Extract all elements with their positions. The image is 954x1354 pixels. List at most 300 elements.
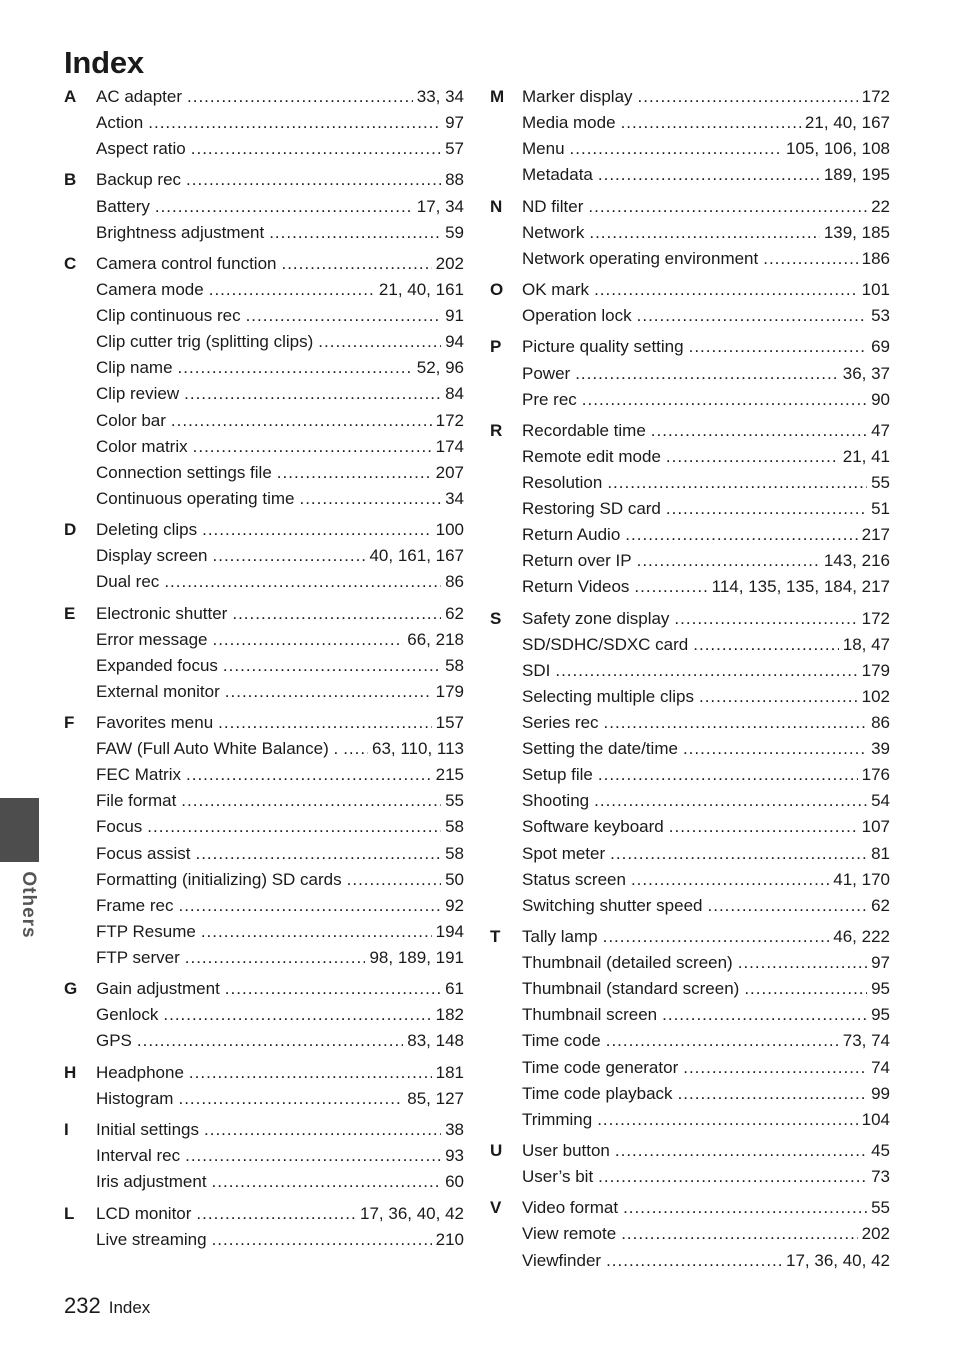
- dot-leader: [218, 710, 431, 736]
- index-letter: C: [64, 253, 77, 273]
- dot-leader: [163, 1002, 431, 1028]
- index-page-ref: 176: [861, 765, 890, 785]
- dot-leader: [598, 162, 820, 188]
- dot-leader: [610, 841, 867, 867]
- index-term: Brightness adjustment: [96, 222, 265, 242]
- index-entry: [96, 569, 464, 595]
- index-term: Color bar: [96, 410, 166, 430]
- index-page-ref: 101: [861, 280, 890, 300]
- index-page-ref: 139, 185: [823, 222, 890, 242]
- index-term: User’s bit: [522, 1167, 594, 1187]
- index-page-ref: 83, 148: [407, 1031, 464, 1051]
- index-term: Aspect ratio: [96, 139, 186, 159]
- index-group: [490, 606, 890, 919]
- index-letter: U: [490, 1140, 503, 1160]
- index-page-ref: 41, 170: [833, 869, 890, 889]
- index-entry: [522, 84, 890, 110]
- index-letter: N: [490, 196, 503, 216]
- dot-leader: [699, 684, 858, 710]
- index-page-ref: 58: [445, 817, 464, 837]
- index-letter: E: [64, 603, 76, 623]
- index-entry: [96, 788, 464, 814]
- index-entry: [522, 814, 890, 840]
- page-footer: [64, 1293, 150, 1319]
- index-entry: [96, 434, 464, 460]
- index-entry: [96, 303, 464, 329]
- index-term: Operation lock: [522, 306, 632, 326]
- dot-leader: [588, 194, 867, 220]
- index-term: Favorites menu: [96, 713, 214, 733]
- index-term: Frame rec: [96, 895, 174, 915]
- index-entry: [522, 976, 890, 1002]
- dot-leader: [186, 167, 441, 193]
- dot-leader: [604, 710, 868, 736]
- index-group: [64, 601, 464, 705]
- dot-leader: [582, 387, 867, 413]
- dot-leader: [195, 841, 441, 867]
- index-entry: [522, 496, 890, 522]
- index-page-ref: 33, 34: [416, 87, 464, 106]
- index-entry: [522, 277, 890, 303]
- index-term: Dual rec: [96, 572, 160, 592]
- index-term: Video format: [522, 1198, 619, 1218]
- dot-leader: [683, 1055, 867, 1081]
- dot-leader: [201, 919, 432, 945]
- dot-leader: [744, 976, 867, 1002]
- index-term: Series rec: [522, 713, 599, 733]
- index-page-ref: 202: [861, 1224, 890, 1244]
- index-page-ref: 105, 106, 108: [786, 139, 890, 159]
- index-entry: [96, 329, 464, 355]
- index-page-ref: 189, 195: [823, 165, 890, 185]
- index-page-ref: 186: [861, 248, 890, 268]
- index-term: Display screen: [96, 546, 208, 566]
- index-term: Shooting: [522, 791, 590, 811]
- index-group: [490, 84, 890, 188]
- index-page-ref: 22: [871, 196, 890, 216]
- index-page-ref: 95: [871, 979, 890, 999]
- index-page-ref: 98, 189, 191: [369, 947, 464, 967]
- index-letter: O: [490, 280, 504, 300]
- index-page-ref: 179: [861, 660, 890, 680]
- index-page-ref: 61: [445, 979, 464, 999]
- index-term: Clip continuous rec: [96, 306, 241, 326]
- index-page-ref: 99: [871, 1083, 890, 1103]
- index-entry: [96, 355, 464, 381]
- index-page-ref: 210: [435, 1229, 464, 1249]
- index-entry: [522, 470, 890, 496]
- index-page-ref: 81: [871, 843, 890, 863]
- dot-leader: [666, 496, 867, 522]
- index-term: Connection settings file: [96, 462, 272, 482]
- index-entry: [96, 762, 464, 788]
- dot-leader: [202, 517, 432, 543]
- index-term: Genlock: [96, 1005, 159, 1025]
- index-page-ref: 18, 47: [842, 634, 890, 654]
- index-term: Clip cutter trig (splitting clips): [96, 332, 314, 352]
- index-entry: [522, 1248, 890, 1274]
- index-term: Return Audio: [522, 525, 621, 545]
- index-term: Thumbnail screen: [522, 1005, 658, 1025]
- index-page-ref: 36, 37: [842, 363, 890, 383]
- index-letter: F: [64, 713, 75, 733]
- index-entry: [522, 684, 890, 710]
- index-term: Headphone: [96, 1062, 184, 1082]
- dot-leader: [594, 277, 858, 303]
- index-entry: [522, 1081, 890, 1107]
- dot-leader: [281, 251, 431, 277]
- index-term: AC adapter: [96, 87, 182, 106]
- index-entry: [522, 788, 890, 814]
- index-page-ref: 174: [435, 436, 464, 456]
- index-page-ref: 63, 110, 113: [371, 739, 464, 759]
- index-group: [490, 1138, 890, 1190]
- index-entry: [96, 136, 464, 162]
- index-term: User button: [522, 1140, 610, 1160]
- index-page-ref: 57: [445, 139, 464, 159]
- index-term: Gain adjustment: [96, 979, 220, 999]
- index-page-ref: 84: [445, 384, 464, 404]
- index-page-ref: 47: [871, 420, 890, 440]
- index-letter: D: [64, 520, 77, 540]
- index-page-ref: 17, 34: [416, 196, 464, 216]
- dot-leader: [621, 1221, 857, 1247]
- dot-leader: [669, 814, 858, 840]
- dot-leader: [178, 893, 441, 919]
- index-entry: [96, 919, 464, 945]
- index-group: [64, 710, 464, 971]
- index-term: Formatting (initializing) SD cards: [96, 869, 342, 889]
- dot-leader: [662, 1002, 867, 1028]
- index-entry: [96, 1169, 464, 1195]
- index-entry: [96, 893, 464, 919]
- index-term: SDI: [522, 660, 551, 680]
- dot-leader: [196, 1201, 356, 1227]
- index-page-ref: 217: [861, 525, 890, 545]
- dot-leader: [607, 470, 867, 496]
- index-term: Trimming: [522, 1109, 593, 1129]
- index-entry: [96, 814, 464, 840]
- index-entry: [522, 1002, 890, 1028]
- index-page-ref: 194: [435, 921, 464, 941]
- index-page-ref: 40, 161, 167: [369, 546, 464, 566]
- index-page-ref: 91: [445, 306, 464, 326]
- index-group: [64, 1060, 464, 1112]
- index-group: [64, 1117, 464, 1195]
- index-group: [490, 334, 890, 412]
- index-term: Color matrix: [96, 436, 188, 456]
- index-term: Clip name: [96, 358, 173, 378]
- index-page-ref: 21, 41: [842, 446, 890, 466]
- index-entry: [522, 1107, 890, 1133]
- index-page-ref: 45: [871, 1140, 890, 1160]
- index-page-ref: 52, 96: [416, 358, 464, 378]
- dot-leader: [225, 679, 432, 705]
- index-entry: [96, 517, 464, 543]
- index-entry: [522, 1028, 890, 1054]
- index-term: Software keyboard: [522, 817, 664, 837]
- index-entry: [96, 867, 464, 893]
- dot-leader: [277, 460, 432, 486]
- dot-leader: [674, 606, 857, 632]
- index-page-ref: 86: [445, 572, 464, 592]
- index-entry: [96, 1143, 464, 1169]
- index-group: [64, 1201, 464, 1253]
- index-column-left: [64, 84, 464, 1258]
- index-entry: [522, 1221, 890, 1247]
- index-term: Iris adjustment: [96, 1172, 207, 1192]
- index-term: Deleting clips: [96, 520, 198, 540]
- index-page-ref: 34: [445, 488, 464, 508]
- index-page-ref: 97: [871, 953, 890, 973]
- index-term: GPS: [96, 1031, 132, 1051]
- index-page-ref: 172: [861, 608, 890, 628]
- index-term: Status screen: [522, 869, 626, 889]
- index-term: Setup file: [522, 765, 593, 785]
- section-tab-marker: [0, 798, 39, 862]
- index-term: Restoring SD card: [522, 499, 661, 519]
- index-page-ref: 97: [445, 113, 464, 133]
- index-term: External monitor: [96, 681, 220, 701]
- dot-leader: [212, 627, 403, 653]
- dot-leader: [763, 246, 857, 272]
- index-entry: [522, 924, 890, 950]
- index-page-ref: 143, 216: [823, 551, 890, 571]
- index-page-ref: 74: [871, 1057, 890, 1077]
- dot-leader: [185, 1143, 441, 1169]
- dot-leader: [594, 788, 867, 814]
- dot-leader: [299, 486, 441, 512]
- index-term: Action: [96, 113, 144, 133]
- index-term: Return Videos: [522, 577, 630, 597]
- dot-leader: [178, 355, 413, 381]
- index-entry: [522, 1195, 890, 1221]
- index-page-ref: 50: [445, 869, 464, 889]
- index-entry: [522, 1138, 890, 1164]
- index-term: File format: [96, 791, 177, 811]
- index-entry: [96, 460, 464, 486]
- index-term: FTP server: [96, 947, 180, 967]
- dot-leader: [625, 522, 857, 548]
- dot-leader: [186, 762, 432, 788]
- index-entry: [96, 110, 464, 136]
- index-entry: [522, 303, 890, 329]
- index-page-ref: 157: [435, 713, 464, 733]
- dot-leader: [575, 361, 839, 387]
- index-term: Selecting multiple clips: [522, 687, 694, 706]
- index-letter: A: [64, 87, 77, 106]
- index-term: Backup rec: [96, 170, 182, 190]
- dot-leader: [193, 434, 432, 460]
- index-letter: S: [490, 608, 502, 628]
- index-entry: [522, 762, 890, 788]
- index-page-ref: 114, 135, 135, 184, 217: [711, 577, 890, 597]
- index-page-ref: 39: [871, 739, 890, 759]
- index-entry: [96, 976, 464, 1002]
- index-page-ref: 54: [871, 791, 890, 811]
- index-term: Electronic shutter: [96, 603, 228, 623]
- index-term: Tally lamp: [522, 927, 598, 947]
- index-entry: [522, 387, 890, 413]
- index-entry: [96, 486, 464, 512]
- index-group: [64, 251, 464, 512]
- dot-leader: [603, 924, 830, 950]
- index-term: SD/SDHC/SDXC card: [522, 634, 689, 654]
- index-term: FTP Resume: [96, 921, 196, 941]
- dot-leader: [631, 867, 829, 893]
- dot-leader: [185, 945, 366, 971]
- index-entry: [522, 162, 890, 188]
- dot-leader: [738, 950, 867, 976]
- index-page-ref: 53: [871, 306, 890, 326]
- index-group: [490, 1195, 890, 1273]
- dot-leader: [347, 867, 441, 893]
- index-term: Return over IP: [522, 551, 632, 571]
- index-entry: [96, 679, 464, 705]
- dot-leader: [689, 334, 867, 360]
- index-entry: [96, 1028, 464, 1054]
- dot-leader: [187, 84, 413, 110]
- dot-leader: [666, 444, 839, 470]
- index-term: Continuous operating time: [96, 488, 295, 508]
- dot-leader: [606, 1248, 782, 1274]
- index-page-ref: 92: [445, 895, 464, 915]
- index-entry: [96, 381, 464, 407]
- index-entry: [96, 194, 464, 220]
- index-entry: [96, 1002, 464, 1028]
- index-term: Media mode: [522, 113, 616, 133]
- index-term: Network operating environment: [522, 248, 759, 268]
- index-term: Focus: [96, 817, 143, 837]
- index-page-ref: 102: [861, 687, 890, 706]
- index-term: Initial settings: [96, 1120, 199, 1140]
- index-term: Network: [522, 222, 585, 242]
- page-title: Index: [64, 44, 144, 80]
- dot-leader: [598, 762, 858, 788]
- index-term: Recordable time: [522, 420, 646, 440]
- index-page-ref: 86: [871, 713, 890, 733]
- index-entry: [522, 136, 890, 162]
- dot-leader: [155, 194, 413, 220]
- index-entry: [96, 408, 464, 434]
- index-letter: I: [64, 1120, 69, 1140]
- index-page-ref: 58: [445, 843, 464, 863]
- index-entry: [96, 841, 464, 867]
- index-entry: [522, 736, 890, 762]
- index-entry: [522, 110, 890, 136]
- index-term: Camera mode: [96, 280, 204, 300]
- index-page-ref: 21, 40, 161: [378, 280, 464, 300]
- index-term: Power: [522, 363, 571, 383]
- dot-leader: [171, 408, 432, 434]
- dot-leader: [597, 1107, 857, 1133]
- index-page-ref: 85, 127: [407, 1088, 464, 1108]
- dot-leader: [212, 1169, 442, 1195]
- index-term: FEC Matrix: [96, 765, 181, 785]
- index-entry: [522, 548, 890, 574]
- index-term: FAW (Full Auto White Balance) .: [96, 739, 339, 759]
- index-page-ref: 182: [435, 1005, 464, 1025]
- dot-leader: [191, 136, 441, 162]
- index-term: LCD monitor: [96, 1203, 192, 1223]
- index-group: [64, 517, 464, 595]
- section-tab-label: Others: [18, 871, 39, 939]
- index-term: Resolution: [522, 473, 603, 493]
- index-term: Setting the date/time: [522, 739, 678, 759]
- index-page-ref: 55: [871, 473, 890, 493]
- index-entry: [96, 277, 464, 303]
- index-letter: H: [64, 1062, 77, 1082]
- index-entry: [96, 1227, 464, 1253]
- index-page-ref: 93: [445, 1146, 464, 1166]
- dot-leader: [589, 220, 819, 246]
- index-page-ref: 51: [871, 499, 890, 519]
- dot-leader: [137, 1028, 403, 1054]
- dot-leader: [148, 110, 441, 136]
- index-term: Metadata: [522, 165, 593, 185]
- dot-leader: [683, 736, 867, 762]
- index-letter: L: [64, 1203, 75, 1223]
- dot-leader: [147, 814, 441, 840]
- index-entry: [96, 1201, 464, 1227]
- index-page-ref: 73: [871, 1167, 890, 1187]
- index-term: ND filter: [522, 196, 584, 216]
- index-page-ref: 55: [871, 1198, 890, 1218]
- dot-leader: [570, 136, 782, 162]
- index-entry: [522, 950, 890, 976]
- index-entry: [96, 1117, 464, 1143]
- index-entry: [522, 867, 890, 893]
- index-page-ref: 69: [871, 337, 890, 357]
- index-page-ref: 60: [445, 1172, 464, 1192]
- index-entry: [96, 220, 464, 246]
- index-page-ref: 58: [445, 655, 464, 675]
- index-page-ref: 94: [445, 332, 464, 352]
- index-entry: [522, 522, 890, 548]
- index-letter: G: [64, 979, 78, 999]
- dot-leader: [637, 548, 820, 574]
- dot-leader: [634, 574, 707, 600]
- index-term: Focus assist: [96, 843, 191, 863]
- index-entry: [522, 418, 890, 444]
- index-term: Menu: [522, 139, 565, 159]
- index-page-ref: 62: [871, 895, 890, 915]
- index-group: [64, 976, 464, 1054]
- index-group: [490, 277, 890, 329]
- index-page-ref: 55: [445, 791, 464, 811]
- index-page-ref: 172: [435, 410, 464, 430]
- index-entry: [96, 251, 464, 277]
- index-term: Time code playback: [522, 1083, 673, 1103]
- index-letter: B: [64, 170, 77, 190]
- index-letter: T: [490, 927, 501, 947]
- index-page-ref: 17, 36, 40, 42: [360, 1203, 464, 1223]
- index-term: Viewfinder: [522, 1250, 602, 1270]
- index-page-ref: 59: [445, 222, 464, 242]
- index-term: OK mark: [522, 280, 590, 300]
- index-entry: [522, 444, 890, 470]
- index-entry: [96, 627, 464, 653]
- index-page-ref: 207: [435, 462, 464, 482]
- index-entry: [96, 167, 464, 193]
- index-entry: [522, 1164, 890, 1190]
- index-page-ref: 88: [445, 170, 464, 190]
- index-page-ref: 202: [435, 253, 464, 273]
- index-term: Time code generator: [522, 1057, 679, 1077]
- index-page-ref: 100: [435, 520, 464, 540]
- dot-leader: [209, 277, 375, 303]
- index-term: View remote: [522, 1224, 617, 1244]
